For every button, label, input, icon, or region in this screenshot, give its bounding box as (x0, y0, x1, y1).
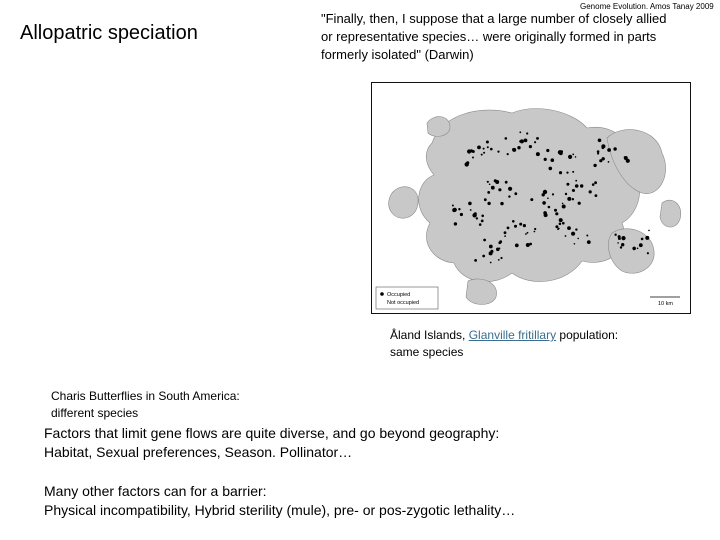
occupied-patch (508, 187, 512, 191)
occupied-patch (544, 158, 547, 161)
occupied-patch (641, 238, 644, 241)
occupied-patch (483, 152, 485, 154)
occupied-patch (474, 259, 477, 262)
occupied-patch (515, 244, 519, 248)
occupied-patch (527, 232, 529, 234)
caption-line (390, 327, 618, 344)
land-masses (389, 109, 681, 305)
occupied-patch (572, 189, 574, 191)
occupied-patch (490, 250, 493, 253)
occupied-patch (574, 243, 576, 245)
occupied-patch (575, 184, 579, 188)
occupied-patch (548, 206, 551, 209)
occupied-patch (477, 146, 481, 150)
occupied-patch (568, 155, 572, 159)
quote-line: formerly isolated" (Darwin) (321, 47, 474, 62)
aland-islands-map (371, 82, 691, 314)
darwin-quote (321, 10, 666, 64)
occupied-patch (543, 211, 547, 215)
map-legend (376, 287, 438, 309)
occupied-patch (479, 223, 482, 226)
caption-line-2: same species (390, 345, 464, 359)
occupied-patch (551, 158, 555, 162)
factors-line: Habitat, Sexual preferences, Season. Pollinator… (44, 444, 353, 460)
occupied-patch (567, 226, 571, 230)
occupied-patch (562, 222, 565, 225)
occupied-patch (514, 192, 517, 195)
occupied-patch (571, 232, 575, 236)
occupied-patch (474, 212, 477, 215)
occupied-patch (530, 198, 533, 201)
occupied-patch (490, 262, 492, 264)
occupied-patch (555, 225, 558, 228)
occupied-patch (472, 157, 474, 159)
map-canvas (372, 83, 690, 313)
occupied-patch (517, 146, 520, 149)
occupied-patch (637, 248, 639, 250)
occupied-patch (465, 162, 469, 166)
occupied-patch (593, 164, 596, 167)
occupied-patch (572, 154, 574, 156)
occupied-patch (607, 148, 611, 152)
occupied-patch (512, 148, 516, 152)
occupied-patch (566, 172, 568, 174)
occupied-patch (458, 208, 460, 210)
occupied-patch (565, 193, 567, 195)
caption-suffix: population: (556, 328, 619, 342)
quote-line: or representative species… were originally formed in parts (321, 29, 657, 44)
occupied-patch (481, 154, 483, 156)
occupied-patch (500, 202, 503, 205)
occupied-patch (487, 146, 489, 148)
occupied-patch (601, 144, 605, 148)
occupied-patch (586, 235, 588, 237)
occupied-patch (572, 171, 574, 173)
occupied-patch (504, 231, 507, 234)
occupied-patch (519, 223, 522, 226)
occupied-patch (519, 131, 521, 133)
barrier-line: Physical incompatibility, Hybrid sterility (mule), pre- or pos-zygotic lethality… (44, 502, 516, 518)
occupied-patch (534, 141, 536, 143)
occupied-patch (589, 190, 592, 193)
occupied-patch (487, 181, 489, 183)
occupied-patch (575, 228, 577, 230)
occupied-patch (566, 183, 569, 186)
occupied-patch (562, 203, 564, 205)
occupied-patch (498, 259, 500, 261)
barrier-line: Many other factors can for a barrier: (44, 483, 267, 499)
occupied-patch (523, 224, 526, 227)
occupied-patch (512, 220, 515, 223)
factors-line: Factors that limit gene flows are quite diverse, and go beyond geography: (44, 425, 500, 441)
occupied-patch (536, 152, 540, 156)
occupied-patch (507, 227, 510, 230)
occupied-patch (613, 147, 616, 150)
occupied-patch (614, 234, 616, 236)
island (466, 279, 497, 305)
author-credit: Genome Evolution. Amos Tanay 2009 (580, 2, 714, 11)
occupied-patch (536, 137, 539, 140)
charis-butterflies-caption (51, 388, 240, 422)
occupied-patch (483, 239, 486, 242)
main-island (419, 109, 640, 282)
occupied-patch (499, 240, 502, 243)
scale-bar (650, 297, 680, 307)
occupied-patch (487, 202, 490, 205)
occupied-patch (546, 149, 549, 152)
occupied-patch (618, 237, 621, 240)
occupied-patch (549, 167, 553, 171)
occupied-patch (489, 184, 491, 186)
occupied-patch (558, 228, 560, 230)
occupied-patch (484, 198, 487, 201)
occupied-patch (559, 223, 562, 226)
occupied-patch (560, 150, 563, 153)
occupied-patch (565, 235, 567, 237)
occupied-patch (476, 217, 478, 219)
occupied-patch (481, 215, 484, 218)
quote-line: "Finally, then, I suppose that a large number of closely allied (321, 11, 667, 26)
occupied-patch (621, 243, 624, 246)
occupied-patch (577, 238, 579, 240)
occupied-patch (453, 208, 457, 212)
occupied-patch (504, 235, 506, 237)
map-caption (390, 327, 618, 361)
occupied-patch (489, 245, 493, 249)
occupied-patch (526, 132, 528, 134)
occupied-patch (597, 152, 599, 154)
legend-occupied: Occupied (387, 292, 411, 298)
occupied-patch (555, 212, 558, 215)
occupied-patch (534, 231, 536, 233)
occupied-patch (580, 184, 583, 187)
occupied-patch (617, 242, 619, 244)
scale-label: 10 km (658, 301, 673, 307)
occupied-patch (575, 156, 577, 158)
island (427, 117, 450, 137)
occupied-patch (454, 222, 457, 225)
slide-title: Allopatric speciation (20, 22, 198, 44)
occupied-patch (620, 246, 622, 248)
occupied-patch (498, 188, 501, 191)
occupied-patch (592, 183, 595, 186)
occupied-patch (494, 179, 497, 182)
occupied-patch (648, 230, 650, 232)
occupied-patch (514, 225, 517, 228)
occupied-patch (572, 198, 574, 200)
occupied-patch (563, 206, 565, 208)
occupied-patch (525, 233, 527, 235)
occupied-patch (542, 193, 545, 196)
occupied-patch (468, 202, 472, 206)
occupied-patch (624, 156, 626, 158)
occupied-patch (534, 228, 536, 230)
occupied-patch (554, 209, 557, 212)
occupied-patch (526, 243, 530, 247)
island (389, 187, 419, 219)
occupied-patch (470, 209, 472, 211)
occupied-patch (559, 218, 563, 222)
occupied-patch (505, 137, 508, 140)
occupied-patch (507, 153, 509, 155)
occupied-patch (524, 139, 528, 143)
occupied-patch (621, 236, 625, 240)
occupied-patch (632, 247, 636, 251)
occupied-patch (487, 191, 490, 194)
occupied-patch (598, 139, 602, 143)
occupied-patch (500, 257, 502, 259)
occupied-patch (482, 255, 485, 258)
caption-prefix: Åland Islands, (390, 328, 469, 342)
charis-line: Charis Butterflies in South America: (51, 389, 240, 403)
glanville-fritillary-link[interactable]: Glanville fritillary (468, 328, 557, 342)
occupied-patch (608, 161, 610, 163)
occupied-patch (497, 151, 499, 153)
occupied-patch (542, 201, 546, 205)
island (660, 200, 681, 227)
occupied-patch (483, 148, 485, 150)
barrier-factors (44, 482, 515, 520)
occupied-patch (481, 220, 484, 223)
occupied-patch (594, 181, 597, 184)
occupied-patch (587, 240, 591, 244)
legend-not-occupied: Not occupied (387, 300, 420, 306)
occupied-patch (486, 141, 489, 144)
occupied-patch (595, 194, 598, 197)
occupied-patch (567, 197, 571, 201)
occupied-patch (529, 145, 532, 148)
occupied-patch (519, 140, 521, 142)
gene-flow-factors (44, 424, 499, 462)
charis-line: different species (51, 406, 139, 420)
occupied-patch (508, 195, 510, 197)
occupied-patch (552, 193, 554, 195)
occupied-patch (499, 248, 501, 250)
occupied-patch (452, 205, 454, 207)
occupied-patch (559, 171, 562, 174)
occupied-patch (490, 148, 493, 151)
occupied-patch (505, 181, 508, 184)
occupied-patch (602, 157, 605, 160)
occupied-patch (645, 236, 649, 240)
occupied-patch (639, 243, 643, 247)
occupied-patch (647, 252, 649, 254)
occupied-patch (578, 202, 581, 205)
occupied-patch (575, 180, 577, 182)
occupied-patch (547, 197, 549, 199)
occupied-patch (470, 149, 473, 152)
occupied-patch (491, 186, 495, 190)
occupied-patch (460, 213, 463, 216)
